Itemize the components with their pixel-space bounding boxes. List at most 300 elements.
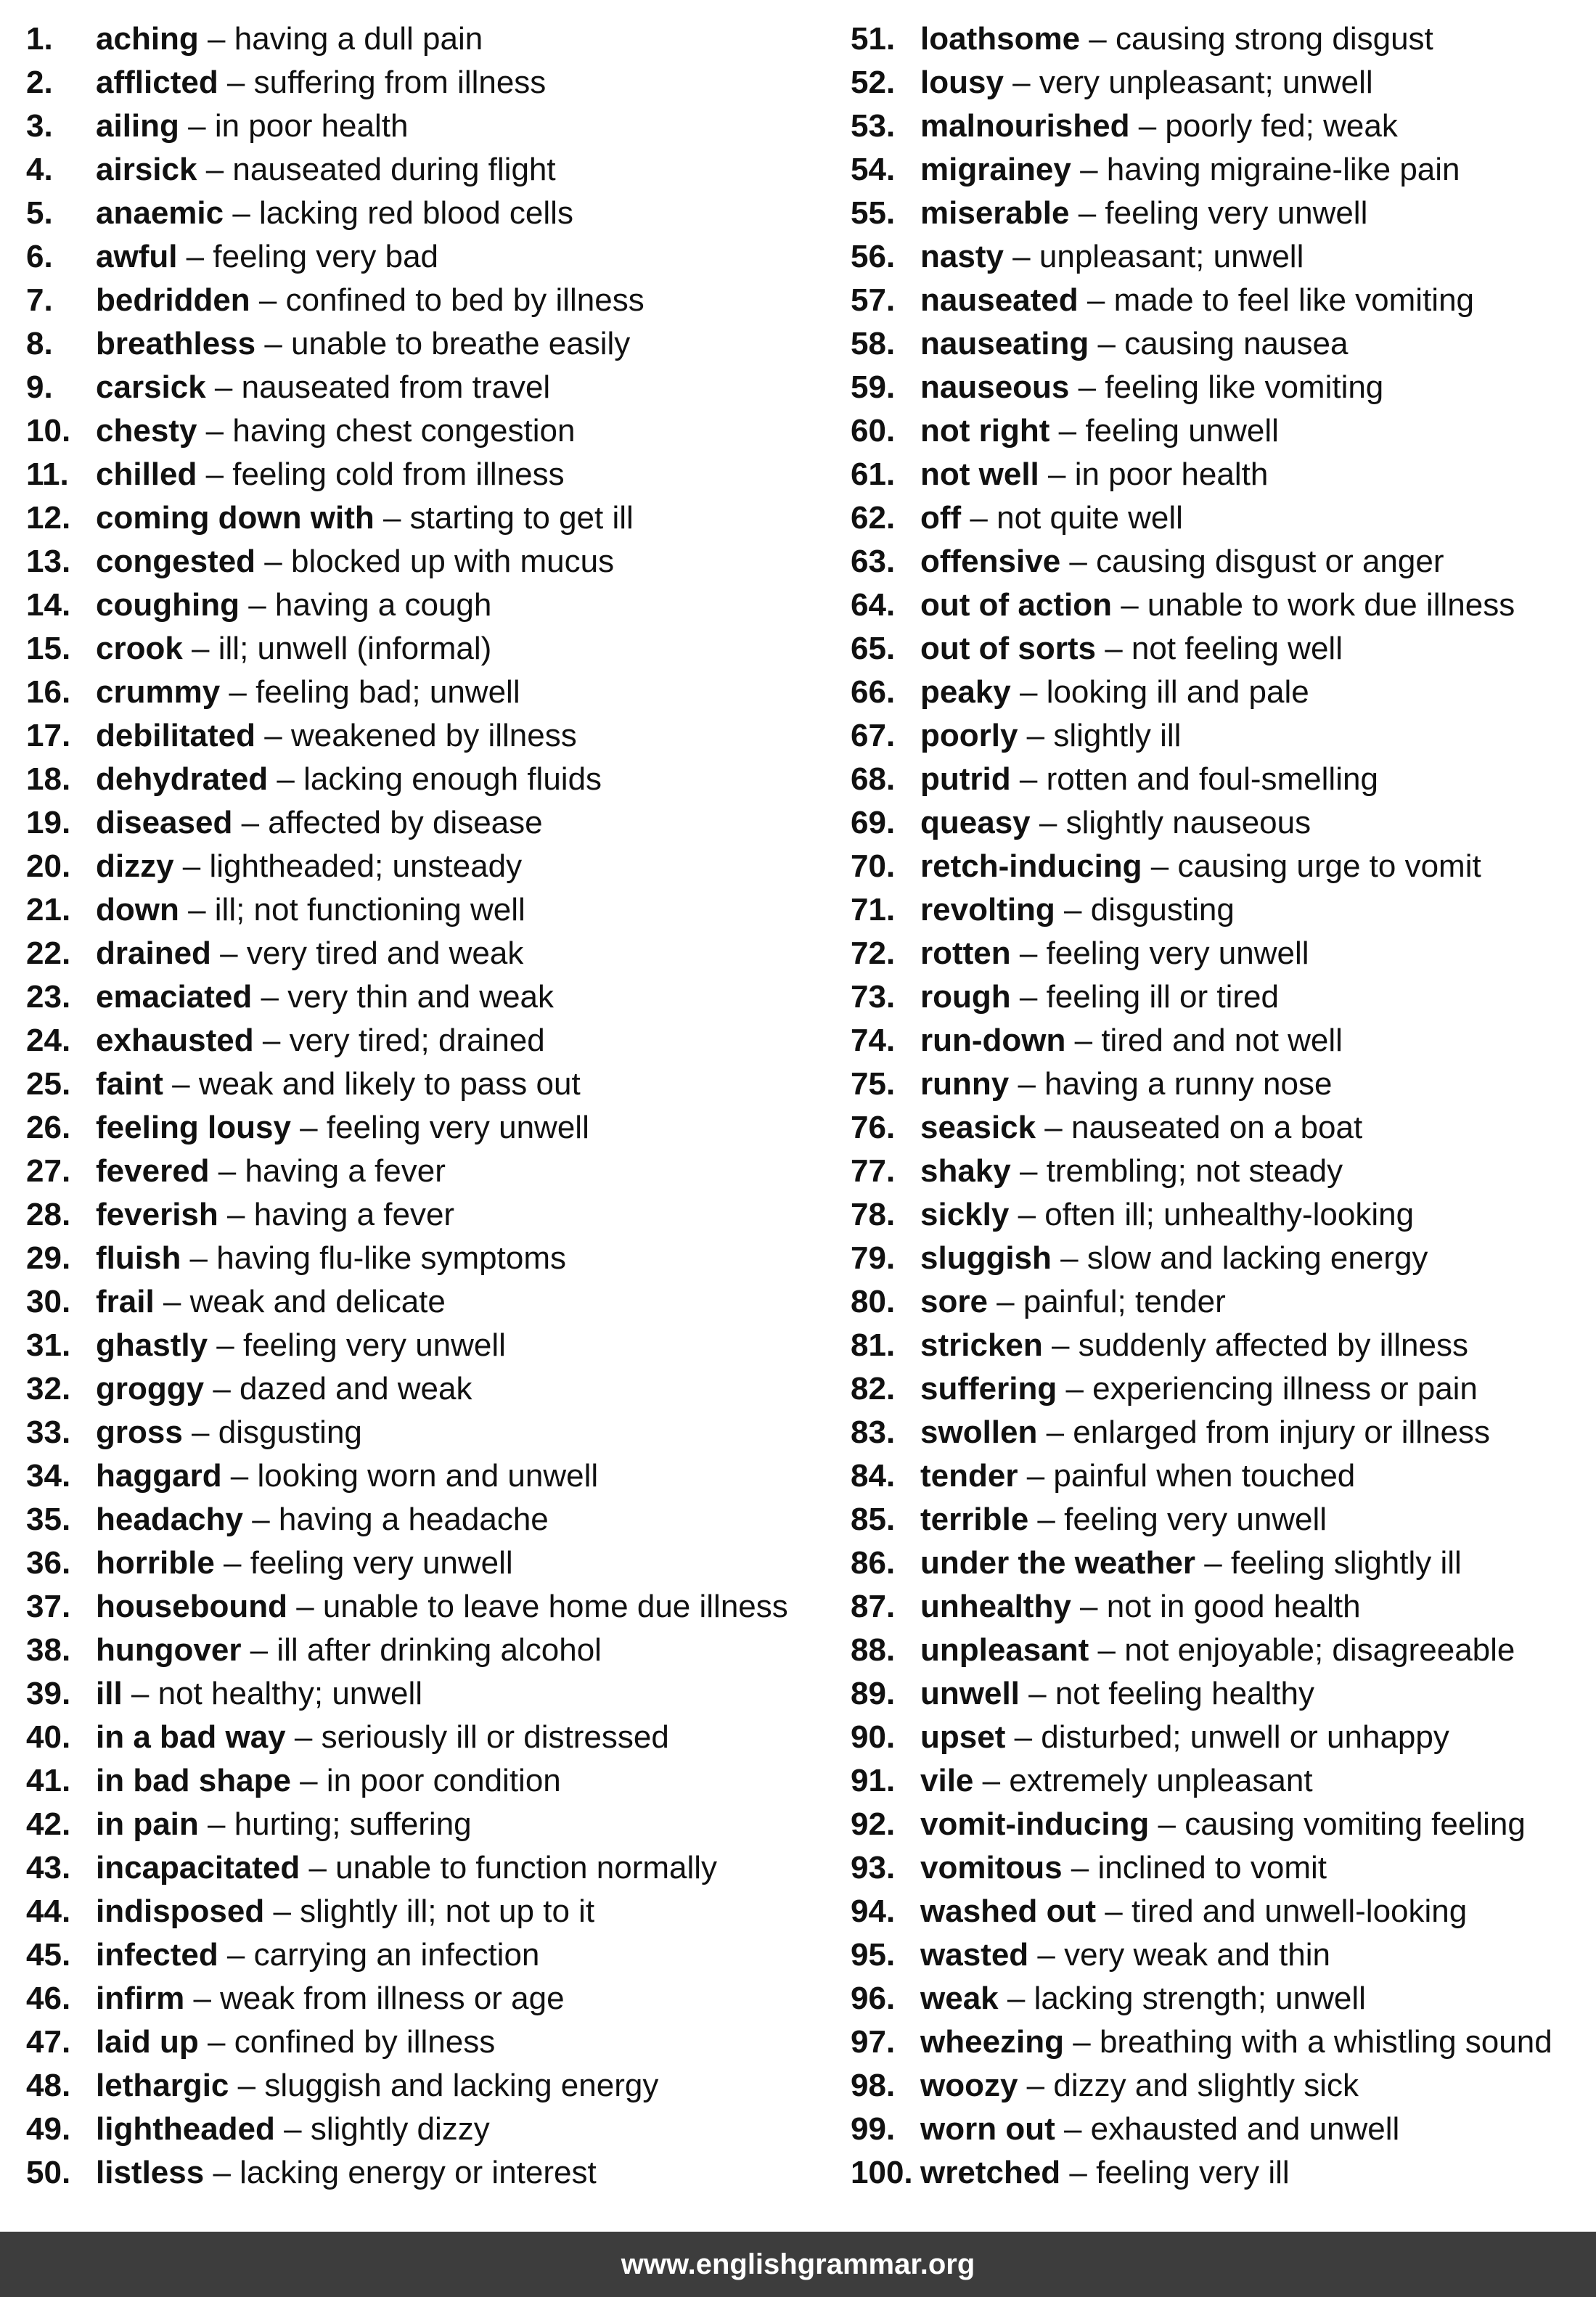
item-definition: breathing with a whistling sound (1099, 2024, 1552, 2060)
item-definition: having a fever (253, 1197, 455, 1232)
item-separator: – (987, 1284, 1023, 1319)
item-term: tender (920, 1458, 1018, 1494)
item-number: 10. (26, 413, 71, 449)
list-item (26, 714, 824, 758)
item-number: 52. (851, 65, 896, 100)
item-term: wretched (920, 2155, 1061, 2190)
item-definition: in poor health (1074, 456, 1269, 492)
list-item (851, 1716, 1591, 1759)
list-item (851, 2064, 1591, 2108)
item-number: 45. (26, 1937, 71, 1973)
list-item (851, 1498, 1591, 1541)
item-definition: causing nausea (1124, 326, 1349, 361)
list-item (26, 801, 824, 845)
item-number: 63. (851, 544, 896, 579)
item-term: revolting (920, 892, 1055, 928)
item-definition: not enjoyable; disagreeable (1124, 1632, 1515, 1668)
list-item (26, 1672, 824, 1716)
item-separator: – (197, 152, 233, 187)
item-separator: – (255, 544, 291, 579)
item-term: poorly (920, 718, 1018, 753)
item-separator: – (173, 848, 210, 884)
list-item (26, 1890, 824, 1933)
item-definition: sluggish and lacking energy (264, 2068, 659, 2103)
item-number: 28. (26, 1197, 71, 1232)
item-definition: very unpleasant; unwell (1039, 65, 1373, 100)
item-number: 18. (26, 761, 71, 797)
item-term: run-down (920, 1023, 1066, 1058)
list-item (851, 888, 1591, 932)
item-term: feverish (96, 1197, 218, 1232)
item-number: 60. (851, 413, 896, 449)
item-definition: nauseated during flight (232, 152, 556, 187)
item-separator: – (242, 1502, 279, 1537)
list-item (851, 2020, 1591, 2064)
item-number: 51. (851, 21, 896, 57)
item-separator: – (1080, 21, 1116, 57)
item-definition: dizzy and slightly sick (1053, 2068, 1359, 2103)
item-separator: – (209, 1153, 245, 1189)
item-definition: having a runny nose (1044, 1066, 1333, 1102)
item-definition: causing disgust or anger (1096, 544, 1444, 579)
item-number: 94. (851, 1893, 896, 1929)
item-term: rotten (920, 935, 1011, 971)
item-definition: feeling slightly ill (1230, 1545, 1462, 1581)
list-item (851, 1237, 1591, 1280)
item-separator: – (122, 1676, 158, 1711)
item-separator: – (197, 456, 233, 492)
list-item (851, 1019, 1591, 1062)
item-separator: – (1036, 1110, 1071, 1145)
list-item (851, 2108, 1591, 2151)
list-item (26, 540, 824, 584)
item-term: diseased (96, 805, 233, 840)
list-item (851, 1454, 1591, 1498)
item-definition: in poor condition (326, 1763, 561, 1798)
item-definition: ill; not functioning well (214, 892, 525, 928)
item-separator: – (250, 282, 286, 318)
item-definition: suddenly affected by illness (1078, 1327, 1468, 1363)
item-term: sickly (920, 1197, 1010, 1232)
item-separator: – (198, 1806, 234, 1842)
item-separator: – (198, 2024, 234, 2060)
list-item (851, 1280, 1591, 1324)
item-number: 36. (26, 1545, 71, 1581)
item-number: 84. (851, 1458, 896, 1494)
item-definition: nauseated on a boat (1071, 1110, 1363, 1145)
list-item (851, 932, 1591, 975)
item-number: 74. (851, 1023, 896, 1058)
list-item (851, 1672, 1591, 1716)
item-separator: – (290, 1110, 327, 1145)
item-term: weak (920, 1981, 999, 2016)
item-term: lightheaded (96, 2111, 275, 2147)
item-term: airsick (96, 152, 197, 187)
item-number: 19. (26, 805, 71, 840)
item-separator: – (210, 935, 247, 971)
item-separator: – (1064, 2024, 1100, 2060)
item-definition: feeling very bad (213, 239, 439, 274)
item-number: 67. (851, 718, 896, 753)
list-item (851, 1585, 1591, 1629)
item-definition: not feeling healthy (1055, 1676, 1314, 1711)
list-item (26, 1846, 824, 1890)
item-separator: – (241, 1632, 277, 1668)
item-term: infirm (96, 1981, 185, 2016)
item-separator: – (181, 1240, 217, 1276)
item-term: infected (96, 1937, 218, 1973)
item-definition: carrying an infection (253, 1937, 540, 1973)
item-term: suffering (920, 1371, 1057, 1407)
item-definition: very thin and weak (287, 979, 554, 1015)
list-item (851, 1629, 1591, 1672)
item-definition: lightheaded; unsteady (209, 848, 523, 884)
list-item (26, 2020, 824, 2064)
item-separator: – (1019, 1676, 1055, 1711)
item-definition: slightly ill (1053, 718, 1182, 753)
item-definition: experiencing illness or pain (1092, 1371, 1478, 1407)
list-item (851, 1062, 1591, 1106)
item-number: 44. (26, 1893, 71, 1929)
list-item (26, 758, 824, 801)
list-item (851, 1324, 1591, 1367)
item-term: peaky (920, 674, 1011, 710)
item-term: frail (96, 1284, 155, 1319)
item-term: in pain (96, 1806, 199, 1842)
item-number: 38. (26, 1632, 71, 1668)
item-term: horrible (96, 1545, 215, 1581)
item-term: haggard (96, 1458, 222, 1494)
list-item (26, 148, 824, 192)
item-term: debilitated (96, 718, 256, 753)
item-number: 49. (26, 2111, 71, 2147)
item-term: unwell (920, 1676, 1020, 1711)
list-item (26, 1367, 824, 1411)
item-term: under the weather (920, 1545, 1195, 1581)
item-number: 35. (26, 1502, 71, 1537)
list-item (26, 1237, 824, 1280)
list-item (851, 322, 1591, 366)
item-separator: – (163, 1066, 199, 1102)
list-item (26, 1977, 824, 2020)
item-definition: feeling bad; unwell (255, 674, 520, 710)
item-separator: – (218, 1937, 254, 1973)
list-item (26, 1324, 824, 1367)
list-item (26, 627, 824, 671)
item-separator: – (374, 500, 410, 536)
item-number: 68. (851, 761, 896, 797)
item-term: not well (920, 456, 1039, 492)
item-definition: slow and lacking energy (1086, 1240, 1428, 1276)
item-number: 85. (851, 1502, 896, 1537)
item-number: 8. (26, 326, 53, 361)
item-definition: having flu-like symptoms (216, 1240, 566, 1276)
item-separator: – (1071, 1589, 1107, 1624)
list-item (26, 1193, 824, 1237)
item-term: coughing (96, 587, 240, 623)
item-definition: having a cough (274, 587, 492, 623)
item-term: laid up (96, 2024, 199, 2060)
list-item (851, 845, 1591, 888)
list-item (851, 453, 1591, 496)
item-term: nasty (920, 239, 1004, 274)
item-number: 58. (851, 326, 896, 361)
item-definition: dazed and weak (240, 1371, 472, 1407)
item-separator: – (208, 1327, 243, 1363)
list-item (851, 1150, 1591, 1193)
item-definition: causing vomiting feeling (1184, 1806, 1526, 1842)
item-number: 93. (851, 1850, 896, 1885)
item-number: 30. (26, 1284, 71, 1319)
item-term: sluggish (920, 1240, 1052, 1276)
list-item (851, 2151, 1591, 2195)
item-number: 3. (26, 108, 53, 144)
item-separator: – (1039, 456, 1075, 492)
item-term: in a bad way (96, 1719, 286, 1755)
item-definition: ill after drinking alcohol (277, 1632, 602, 1668)
item-separator: – (255, 326, 292, 361)
item-term: worn out (920, 2111, 1055, 2147)
item-number: 98. (851, 2068, 896, 2103)
item-term: rough (920, 979, 1011, 1015)
list-item (851, 758, 1591, 801)
item-number: 40. (26, 1719, 71, 1755)
item-number: 43. (26, 1850, 71, 1885)
item-definition: feeling very unwell (250, 1545, 513, 1581)
item-number: 11. (26, 456, 69, 492)
item-number: 5. (26, 195, 53, 231)
item-term: nauseating (920, 326, 1089, 361)
item-definition: exhausted and unwell (1090, 2111, 1400, 2147)
item-term: down (96, 892, 179, 928)
list-item (851, 1803, 1591, 1846)
item-separator: – (1142, 848, 1178, 884)
item-definition: feeling very unwell (1064, 1502, 1327, 1537)
item-separator: – (1095, 631, 1131, 666)
item-term: washed out (920, 1893, 1097, 1929)
item-term: emaciated (96, 979, 253, 1015)
item-separator: – (973, 1763, 1010, 1798)
item-separator: – (232, 805, 269, 840)
list-item (851, 148, 1591, 192)
item-definition: confined by illness (234, 2024, 496, 2060)
list-item (26, 1062, 824, 1106)
item-separator: – (205, 369, 242, 405)
item-number: 92. (851, 1806, 896, 1842)
item-number: 88. (851, 1632, 896, 1668)
list-item (851, 1106, 1591, 1150)
item-definition: poorly fed; weak (1165, 108, 1398, 144)
item-separator: – (268, 761, 304, 797)
item-term: drained (96, 935, 211, 971)
item-number: 23. (26, 979, 71, 1015)
list-item (26, 409, 824, 453)
item-separator: – (1010, 979, 1047, 1015)
item-definition: very tired and weak (246, 935, 524, 971)
item-term: aching (96, 21, 199, 57)
item-term: gross (96, 1414, 183, 1450)
item-term: indisposed (96, 1893, 265, 1929)
item-separator: – (1096, 1893, 1131, 1929)
item-separator: – (1149, 1806, 1185, 1842)
item-separator: – (1009, 1066, 1045, 1102)
item-separator: – (1028, 1502, 1065, 1537)
item-separator: – (1018, 1458, 1054, 1494)
item-definition: weak and delicate (189, 1284, 446, 1319)
item-term: lousy (920, 65, 1004, 100)
list-item (26, 1803, 824, 1846)
item-separator: – (1009, 1197, 1045, 1232)
item-separator: – (224, 195, 260, 231)
item-separator: – (1089, 1632, 1125, 1668)
item-separator: – (220, 674, 256, 710)
item-separator: – (1071, 152, 1107, 187)
item-number: 80. (851, 1284, 896, 1319)
item-definition: unable to function normally (335, 1850, 718, 1885)
item-definition: very tired; drained (289, 1023, 545, 1058)
item-separator: – (1003, 239, 1039, 274)
item-number: 61. (851, 456, 896, 492)
item-definition: having migraine-like pain (1106, 152, 1460, 187)
list-item (851, 366, 1591, 409)
item-term: queasy (920, 805, 1031, 840)
item-number: 79. (851, 1240, 896, 1276)
item-number: 82. (851, 1371, 896, 1407)
item-definition: looking worn and unwell (257, 1458, 599, 1494)
item-number: 47. (26, 2024, 71, 2060)
item-definition: unpleasant; unwell (1039, 239, 1304, 274)
item-number: 4. (26, 152, 53, 187)
list-item (851, 1541, 1591, 1585)
item-separator: – (1060, 544, 1097, 579)
item-separator: – (204, 1371, 240, 1407)
item-definition: feeling very unwell (326, 1110, 589, 1145)
item-definition: feeling unwell (1085, 413, 1279, 449)
list-item (26, 1716, 824, 1759)
item-term: afflicted (96, 65, 218, 100)
item-number: 77. (851, 1153, 896, 1189)
list-item (851, 1411, 1591, 1454)
item-term: terrible (920, 1502, 1029, 1537)
item-separator: – (1089, 326, 1125, 361)
item-term: retch-inducing (920, 848, 1142, 884)
list-item (851, 105, 1591, 148)
item-separator: – (287, 1589, 323, 1624)
item-definition: weakened by illness (290, 718, 577, 753)
item-number: 13. (26, 544, 71, 579)
item-definition: feeling cold from illness (232, 456, 565, 492)
item-definition: unable to work due illness (1147, 587, 1515, 623)
item-term: loathsome (920, 21, 1081, 57)
list-item (851, 1846, 1591, 1890)
item-term: offensive (920, 544, 1061, 579)
item-term: not right (920, 413, 1050, 449)
item-separator: – (1003, 65, 1039, 100)
list-item (26, 17, 824, 61)
item-separator: – (218, 65, 254, 100)
list-item (26, 845, 824, 888)
item-number: 41. (26, 1763, 71, 1798)
item-separator: – (1057, 1371, 1093, 1407)
list-item (851, 1193, 1591, 1237)
list-item (851, 409, 1591, 453)
item-number: 17. (26, 718, 71, 753)
item-number: 15. (26, 631, 71, 666)
item-definition: hurting; suffering (234, 1806, 472, 1842)
list-item (26, 1629, 824, 1672)
item-number: 25. (26, 1066, 71, 1102)
list-item (26, 888, 824, 932)
item-number: 31. (26, 1327, 71, 1363)
item-separator: – (229, 2068, 265, 2103)
item-separator: – (1111, 587, 1147, 623)
list-item (26, 322, 824, 366)
item-definition: lacking red blood cells (259, 195, 573, 231)
item-separator: – (1018, 2068, 1054, 2103)
item-term: in bad shape (96, 1763, 291, 1798)
item-term: runny (920, 1066, 1010, 1102)
list-item (26, 1106, 824, 1150)
item-number: 53. (851, 108, 896, 144)
list-item (26, 235, 824, 279)
item-term: hungover (96, 1632, 242, 1668)
item-number: 39. (26, 1676, 71, 1711)
item-term: sore (920, 1284, 988, 1319)
list-item (26, 932, 824, 975)
item-separator: – (1060, 2155, 1097, 2190)
item-term: chesty (96, 413, 197, 449)
list-item (851, 61, 1591, 105)
footer-url[interactable]: www.englishgrammar.org (621, 2248, 975, 2280)
item-definition: lacking enough fluids (303, 761, 602, 797)
item-number: 42. (26, 1806, 71, 1842)
item-term: upset (920, 1719, 1006, 1755)
item-term: dizzy (96, 848, 174, 884)
list-item (851, 279, 1591, 322)
item-separator: – (1037, 1414, 1073, 1450)
item-number: 22. (26, 935, 71, 971)
item-definition: feeling very unwell (1105, 195, 1368, 231)
item-term: shaky (920, 1153, 1011, 1189)
item-separator: – (1195, 1545, 1231, 1581)
item-definition: not feeling well (1131, 631, 1343, 666)
item-definition: causing urge to vomit (1177, 848, 1481, 884)
item-number: 99. (851, 2111, 896, 2147)
item-separator: – (197, 413, 233, 449)
item-definition: having a dull pain (234, 21, 483, 57)
item-number: 16. (26, 674, 71, 710)
item-separator: – (274, 2111, 311, 2147)
item-separator: – (214, 1545, 250, 1581)
item-definition: trembling; not steady (1046, 1153, 1343, 1189)
item-separator: – (1055, 892, 1091, 928)
item-number: 66. (851, 674, 896, 710)
item-definition: blocked up with mucus (290, 544, 615, 579)
item-definition: lacking energy or interest (240, 2155, 597, 2190)
item-number: 26. (26, 1110, 71, 1145)
list-item (851, 1367, 1591, 1411)
item-separator: – (285, 1719, 322, 1755)
item-separator: – (1078, 282, 1114, 318)
list-item (851, 1759, 1591, 1803)
list-item (26, 1019, 824, 1062)
item-number: 9. (26, 369, 53, 405)
item-number: 48. (26, 2068, 71, 2103)
item-number: 27. (26, 1153, 71, 1189)
item-number: 100. (851, 2155, 913, 2190)
item-number: 50. (26, 2155, 71, 2190)
item-number: 56. (851, 239, 896, 274)
